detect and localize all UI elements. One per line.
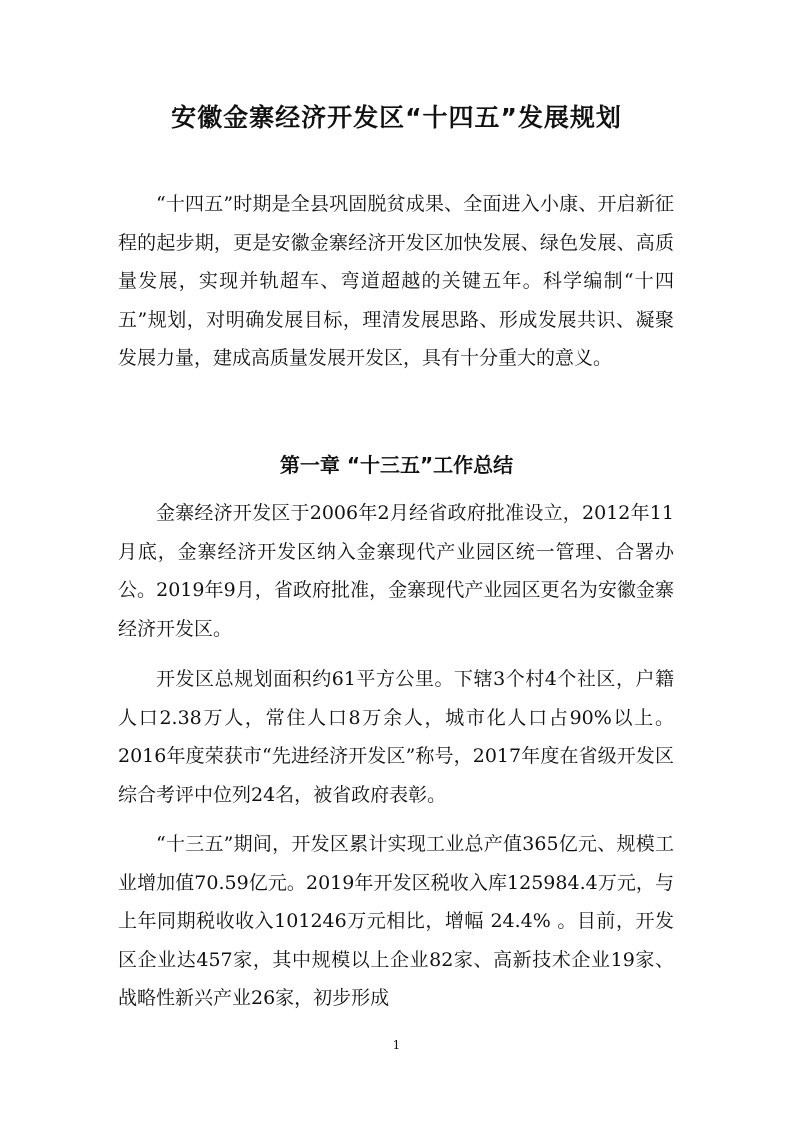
intro-paragraph: “十四五”时期是全县巩固脱贫成果、全面进入小康、开启新征程的起步期，更是安徽金寨经济开发区加快发展、绿色发展、高质量发展，实现并轨超车、弯道超越的关键五年。科学编制“十四五”规划，对明确发展目标，理清发展思路、形成发展共识、凝聚发展力量，建成高质量发展开发区，具有十分重大的意义。 xyxy=(118,193,674,369)
body-paragraph: “十三五”期间，开发区累计实现工业总产值365亿元、规模工业增加值70.59亿元。2019年开发区税收入库125984.4万元，与上年同期税收收入101246万元相比，增幅 24.4% 。目前，开发区企业达457家，其中规模以上企业82家、高新技术企业19家、战略性新兴产业26家，初步形成 xyxy=(118,833,674,1009)
document-title: 安徽金寨经济开发区“十四五”发展规划 xyxy=(171,103,622,132)
body-paragraph: 开发区总规划面积约61平方公里。下辖3个村4个社区，户籍人口2.38万人，常住人口8万余人，城市化人口占90%以上。2016年度荣获市“先进经济开发区”称号，2017年度在省级开发区综合考评中位列24名，被省政府表彰。 xyxy=(118,668,674,806)
body-paragraph: 金寨经济开发区于2006年2月经省政府批准设立，2012年11月底，金寨经济开发区纳入金寨现代产业园区统一管理、合署办公。2019年9月，省政府批准，金寨现代产业园区更名为安徽金寨经济开发区。 xyxy=(118,502,674,640)
page-number: 1 xyxy=(392,1038,401,1052)
chapter-heading: 第一章 “十三五”工作总结 xyxy=(279,453,514,477)
